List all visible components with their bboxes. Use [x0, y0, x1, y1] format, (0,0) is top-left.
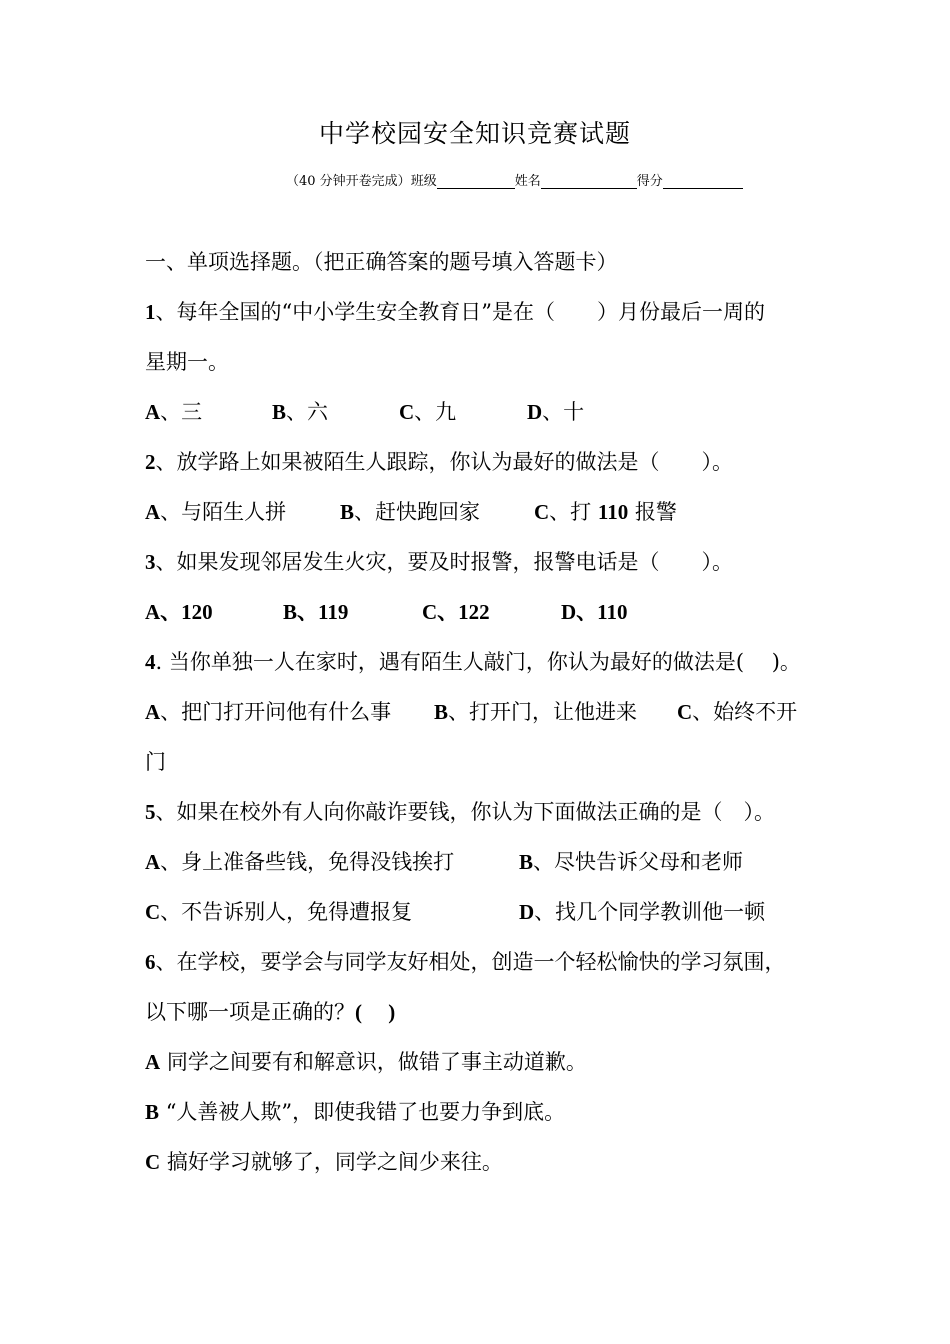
option-c[interactable]: C、九	[399, 400, 457, 424]
question-6-continued	[145, 996, 395, 1026]
question-5-options-row2	[145, 896, 805, 926]
page-title: 中学校园安全知识竞赛试题	[318, 119, 631, 148]
option-b[interactable]: B、119	[283, 600, 349, 624]
question-number: 5	[145, 800, 156, 824]
question-2	[145, 446, 733, 476]
class-label: 班级	[410, 174, 437, 189]
section-heading: 一、单项选择题。（把正确答案的题号填入答题卡）	[145, 250, 618, 274]
option-a[interactable]: A、身上准备些钱，免得没钱挨打	[145, 850, 455, 874]
option-d[interactable]: D、110	[561, 600, 628, 624]
question-4	[145, 646, 801, 676]
question-text: 、在学校，要学会与同学友好相处，创造一个轻松愉快的学习氛围，	[155, 950, 786, 974]
question-text: 、如果发现邻居发生火灾，要及时报警，报警电话是（ ）。	[155, 550, 733, 574]
question-number: 1	[145, 300, 156, 324]
question-6-option-b[interactable]: B “人善被人欺”，即使我错了也要力争到底。	[145, 1100, 566, 1124]
exam-time-note: （40 分钟开卷完成）	[286, 174, 411, 189]
question-4-options-continued: 门	[145, 750, 166, 774]
score-blank[interactable]	[663, 176, 743, 189]
option-c[interactable]: C、不告诉别人，免得遭报复	[145, 900, 413, 924]
option-c[interactable]: C、122	[422, 600, 490, 624]
question-1	[145, 296, 765, 326]
question-6-option-c[interactable]: C 搞好学习就够了，同学之间少来往。	[145, 1150, 503, 1174]
question-1-options	[145, 396, 745, 426]
option-b[interactable]: B、六	[272, 400, 329, 424]
option-d[interactable]: D、找几个同学教训他一顿	[519, 900, 766, 924]
name-blank[interactable]	[541, 176, 637, 189]
option-d[interactable]: D、十	[527, 400, 585, 424]
question-text: 、每年全国的“中小学生安全教育日”是在（ ）月份最后一周的	[155, 300, 765, 324]
option-a[interactable]: A、120	[145, 600, 213, 624]
question-6	[145, 946, 786, 976]
question-2-options	[145, 496, 785, 526]
exam-info-line	[286, 170, 743, 189]
option-c[interactable]: C、打 110 报警	[534, 500, 677, 524]
question-5	[145, 796, 775, 826]
question-4-options	[145, 696, 810, 726]
question-3	[145, 546, 733, 576]
option-a[interactable]: A、三	[145, 400, 203, 424]
question-number: 6	[145, 950, 156, 974]
option-a[interactable]: A、把门打开问他有什么事	[145, 700, 392, 724]
question-3-options	[145, 596, 785, 626]
class-blank[interactable]	[437, 176, 515, 189]
answer-paren: ( )	[355, 1000, 396, 1024]
name-label: 姓名	[514, 174, 541, 189]
option-b[interactable]: B、尽快告诉父母和老师	[519, 850, 744, 874]
question-text: 、如果在校外有人向你敲诈要钱，你认为下面做法正确的是（ ）。	[155, 800, 775, 824]
option-b[interactable]: B、赶快跑回家	[340, 500, 481, 524]
option-c[interactable]: C、始终不开	[677, 700, 798, 724]
question-text: 以下哪一项是正确的？	[145, 1000, 355, 1024]
option-b[interactable]: B、打开门，让他进来	[434, 700, 638, 724]
question-1-continued: 星期一。	[145, 350, 229, 374]
question-text: . 当你单独一人在家时，遇有陌生人敲门，你认为最好的做法是( )。	[155, 650, 801, 674]
score-label: 得分	[636, 174, 663, 189]
question-number: 3	[145, 550, 156, 574]
question-6-option-a[interactable]: A 同学之间要有和解意识，做错了事主动道歉。	[145, 1050, 587, 1074]
question-number: 4	[145, 650, 156, 674]
option-a[interactable]: A、与陌生人拼	[145, 500, 287, 524]
question-number: 2	[145, 450, 156, 474]
question-text: 、放学路上如果被陌生人跟踪，你认为最好的做法是（ ）。	[155, 450, 733, 474]
question-5-options-row1	[145, 846, 805, 876]
